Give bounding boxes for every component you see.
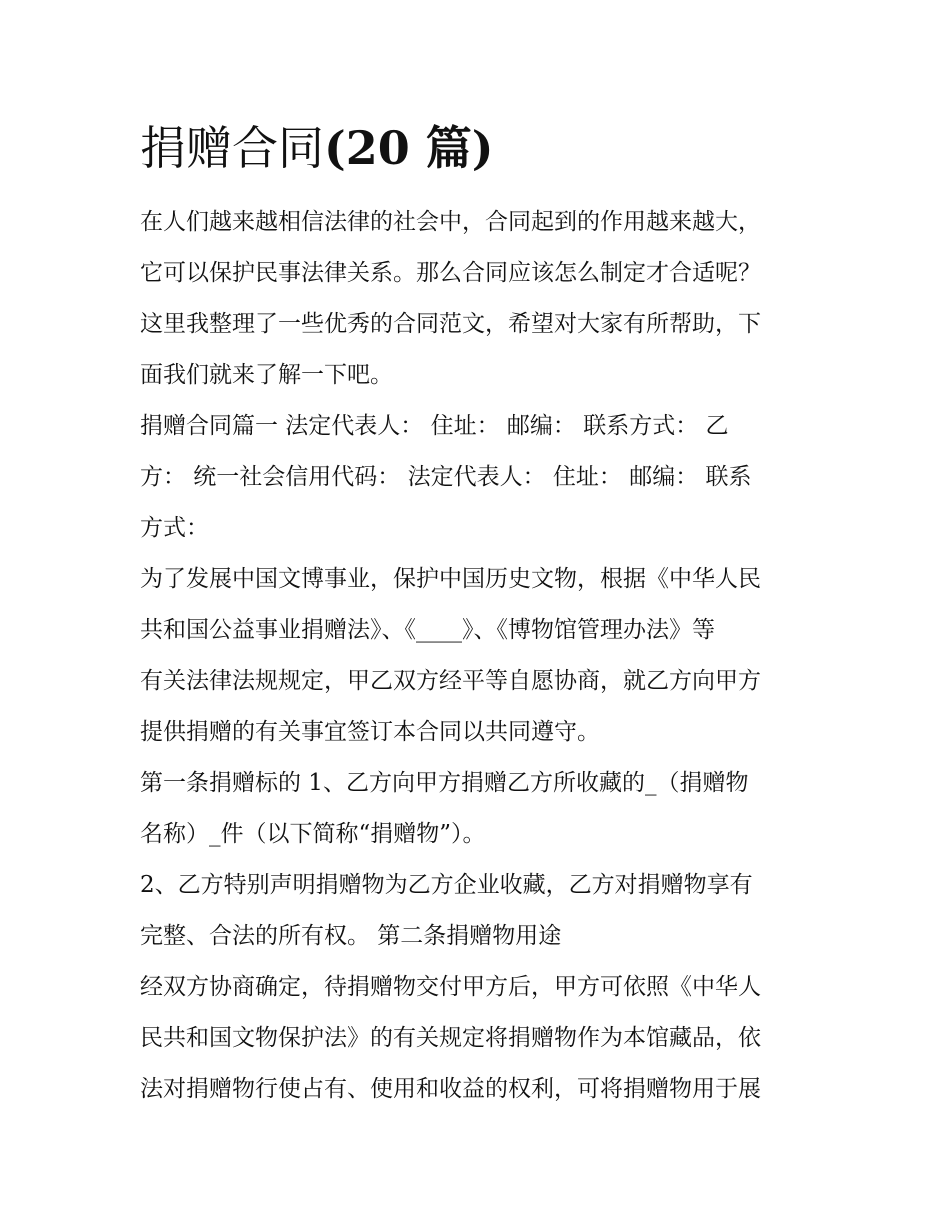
document-title-suffix: (20 篇) [324, 121, 494, 175]
text-line: 这里我整理了一些优秀的合同范文，希望对大家有所帮助，下 [140, 311, 761, 337]
paragraph-intro [140, 197, 830, 401]
paragraph-article-1 [140, 758, 830, 860]
text-line: 有关法律法规规定，甲乙双方经平等自愿协商，就乙方向甲方 [140, 668, 761, 694]
document-body [140, 197, 830, 1115]
text-line: 民共和国文物保护法》的有关规定将捐赠物作为本馆藏品，依 [140, 1025, 761, 1051]
text-line: 完整、合法的所有权。 第二条捐赠物用途 [140, 923, 562, 949]
text-line: 名称）_件（以下简称“捐赠物”）。 [140, 821, 486, 847]
document-title [140, 118, 494, 178]
text-line: 2、乙方特别声明捐赠物为乙方企业收藏，乙方对捐赠物享有 [140, 872, 753, 898]
text-line: 方式： [140, 515, 209, 541]
paragraph-article-1-item-2 [140, 860, 830, 962]
text-line: 为了发展中国文博事业，保护中国历史文物，根据《中华人民 [140, 566, 761, 592]
text-line: 方： 统一社会信用代码： 法定代表人： 住址： 邮编： 联系 [140, 464, 752, 490]
text-line: 它可以保护民事法律关系。那么合同应该怎么制定才合适呢？ [140, 260, 761, 286]
document-title-main: 捐赠合同 [140, 121, 324, 175]
text-line: 提供捐赠的有关事宜签订本合同以共同遵守。 [140, 719, 600, 745]
paragraph-preamble [140, 554, 830, 758]
text-line: 在人们越来越相信法律的社会中，合同起到的作用越来越大， [140, 209, 761, 235]
text-line: 法对捐赠物行使占有、使用和收益的权利，可将捐赠物用于展 [140, 1076, 761, 1102]
paragraph-parties [140, 401, 830, 554]
text-line: 经双方协商确定，待捐赠物交付甲方后，甲方可依照《中华人 [140, 974, 761, 1000]
paragraph-article-2 [140, 962, 830, 1115]
text-line: 共和国公益事业捐赠法》、《____》、《博物馆管理办法》等 [140, 617, 715, 643]
text-line: 面我们就来了解一下吧。 [140, 362, 393, 388]
text-line: 捐赠合同篇一 法定代表人： 住址： 邮编： 联系方式： 乙 [140, 413, 729, 439]
text-line: 第一条捐赠标的 1、乙方向甲方捐赠乙方所收藏的_（捐赠物 [140, 770, 749, 796]
